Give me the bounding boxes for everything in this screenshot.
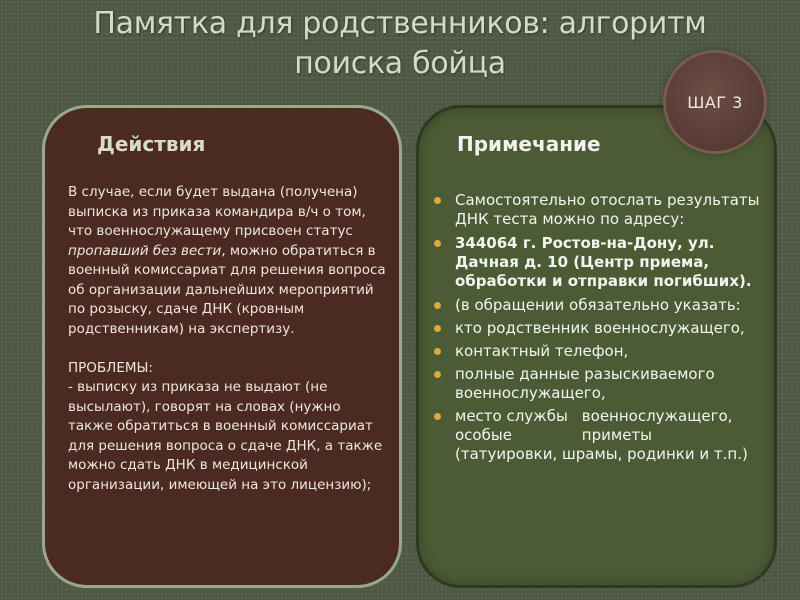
notes-item-relative bbox=[431, 319, 771, 338]
actions-body bbox=[68, 183, 386, 495]
notes-item-address bbox=[431, 234, 771, 291]
step-badge bbox=[666, 53, 764, 151]
notes-item-mandatory bbox=[431, 296, 771, 315]
notes-item-address-intro bbox=[431, 191, 771, 229]
notes-item-text: (в обращении обязательно указать: bbox=[455, 296, 741, 314]
page-title-line-1: Памятка для родственников: алгоритм bbox=[93, 6, 707, 41]
bullet-dot-icon bbox=[434, 197, 441, 204]
place-examples: (татуировки, шрамы, родинки и т.п.) bbox=[455, 445, 748, 463]
place-column-right bbox=[582, 407, 733, 445]
actions-paragraph bbox=[68, 183, 386, 339]
notes-item-text: контактный телефон, bbox=[455, 342, 629, 360]
actions-panel bbox=[42, 105, 402, 588]
step-badge-label: ШАГ 3 bbox=[687, 92, 743, 112]
bullet-dot-icon bbox=[434, 302, 441, 309]
place-service-label: место службы bbox=[455, 407, 568, 425]
actions-paragraph-start: В случае, если будет выдана (получена) выписка из приказа командира в/ч о том, что военнослужащему присвоен статус bbox=[68, 184, 366, 239]
notes-item-text: 344064 г. Ростов-на-Дону, ул. Дачная д. 10 (Центр приема, обработки и отправки погибших). bbox=[455, 234, 752, 290]
bullet-dot-icon bbox=[434, 413, 441, 420]
actions-status-italic: пропавший без вести bbox=[68, 242, 222, 259]
notes-item-phone bbox=[431, 342, 771, 361]
place-column-left bbox=[455, 407, 568, 445]
notes-item-text: кто родственник военнослужащего, bbox=[455, 319, 745, 337]
place-signs-label: приметы bbox=[581, 426, 652, 444]
notes-panel bbox=[416, 105, 777, 588]
notes-heading: Примечание bbox=[457, 132, 601, 156]
paragraph-gap bbox=[68, 339, 386, 359]
problems-label: ПРОБЛЕМЫ: bbox=[68, 359, 153, 376]
bullet-dot-icon bbox=[434, 371, 441, 378]
notes-list bbox=[431, 191, 771, 469]
notes-item-place bbox=[431, 407, 771, 464]
bullet-dot-icon bbox=[434, 325, 441, 332]
actions-paragraph-end: , можно обратиться в военный комиссариат для решения вопроса об организации дальнейших мероприятий по розыску, сдаче ДНК (кровным родственникам) на экспертизу. bbox=[68, 242, 386, 337]
place-serviceman-label: военнослужащего, bbox=[581, 407, 733, 425]
notes-item-text: полные данные разыскиваемого военнослужащего, bbox=[455, 365, 715, 402]
bullet-dot-icon bbox=[434, 348, 441, 355]
bullet-dot-icon bbox=[434, 240, 441, 247]
actions-heading: Действия bbox=[97, 132, 206, 156]
notes-item-full-data bbox=[431, 365, 771, 403]
page-title-line-2: поиска бойца bbox=[294, 46, 506, 81]
notes-item-text: Самостоятельно отослать результаты ДНК теста можно по адресу: bbox=[455, 191, 760, 228]
place-special-label: особые bbox=[455, 426, 512, 444]
problems-text: - выписку из приказа не выдают (не высылают), говорят на словах (нужно также обратиться в военный комиссариат для решения вопроса о сдаче ДНК, а также можно сдать ДНК в медицинской организации, имеющей на это лицензию); bbox=[68, 379, 383, 493]
place-columns bbox=[455, 407, 771, 445]
